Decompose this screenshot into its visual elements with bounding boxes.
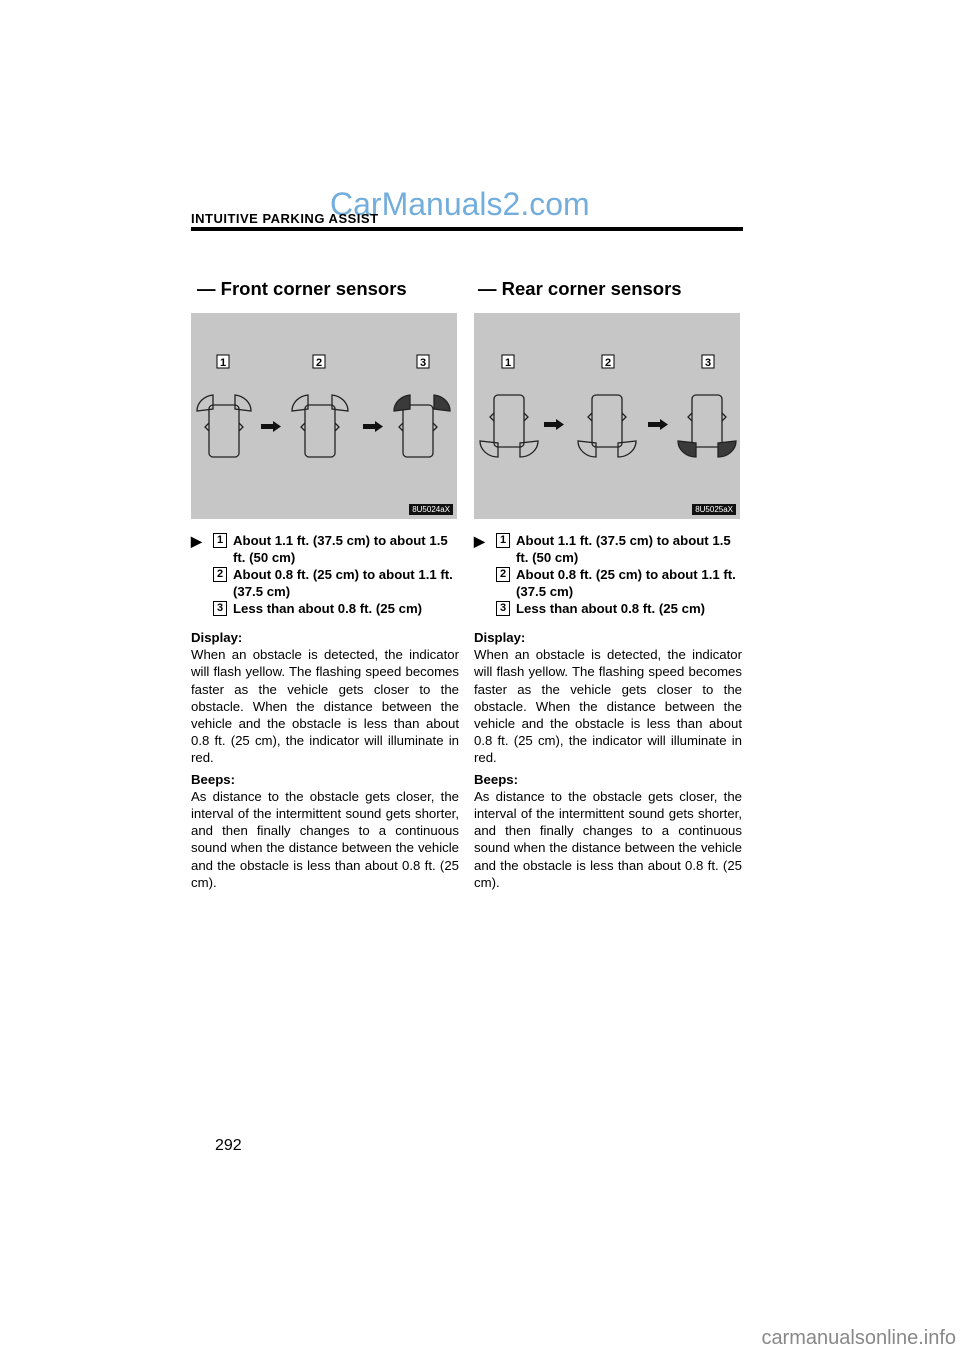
front-car-1 bbox=[197, 395, 251, 457]
range-item bbox=[191, 600, 461, 617]
display-label: Display: bbox=[191, 630, 243, 645]
front-diagram bbox=[191, 313, 457, 519]
pointer-icon: ▶ bbox=[191, 533, 202, 549]
page-number: 292 bbox=[215, 1137, 242, 1154]
front-range-list bbox=[191, 532, 461, 617]
range-item bbox=[191, 566, 461, 600]
arrow-icon bbox=[261, 421, 281, 432]
rear-figure-code: 8U5025aX bbox=[692, 504, 736, 515]
range-number: 2 bbox=[496, 567, 510, 582]
header-rule bbox=[191, 227, 743, 231]
beeps-label: Beeps: bbox=[191, 771, 235, 787]
range-item bbox=[474, 600, 744, 617]
display-paragraph bbox=[474, 629, 742, 767]
marker-3 bbox=[702, 355, 714, 369]
arrow-icon bbox=[648, 419, 668, 430]
beeps-text: As distance to the obstacle gets closer, the interval of the intermittent sound gets shorter, and then finally changes to a continuous sound when the distance between the vehicle and the obstacle is less than about 0.8 ft. (25 cm). bbox=[474, 788, 742, 890]
marker-2 bbox=[313, 355, 325, 369]
beeps-paragraph bbox=[474, 771, 742, 891]
range-number: 3 bbox=[496, 601, 510, 616]
rear-section-title: — Rear corner sensors bbox=[478, 278, 682, 299]
beeps-text: As distance to the obstacle gets closer, the interval of the intermittent sound gets shorter, and then finally changes to a continuous sound when the distance between the vehicle and the obstacle is less than about 0.8 ft. (25 cm). bbox=[191, 788, 459, 890]
rear-marker-3-label: 3 bbox=[705, 357, 712, 369]
rear-figure bbox=[474, 313, 740, 519]
rear-range-list bbox=[474, 532, 744, 617]
rear-marker-1-label: 1 bbox=[505, 357, 512, 369]
marker-3 bbox=[417, 355, 429, 369]
display-paragraph bbox=[191, 629, 459, 767]
arrow-icon bbox=[544, 419, 564, 430]
marker-2 bbox=[602, 355, 614, 369]
rear-marker-2-label: 2 bbox=[605, 357, 612, 369]
beeps-paragraph bbox=[191, 771, 459, 891]
front-body bbox=[191, 629, 459, 895]
front-section-title: — Front corner sensors bbox=[197, 278, 407, 299]
marker-1 bbox=[217, 355, 229, 369]
range-text: Less than about 0.8 ft. (25 cm) bbox=[516, 601, 706, 616]
range-item bbox=[474, 532, 744, 566]
range-text: About 1.1 ft. (37.5 cm) to about 1.5 ft. (50 cm) bbox=[516, 533, 731, 565]
rear-car-3 bbox=[678, 395, 736, 457]
front-figure bbox=[191, 313, 457, 519]
beeps-label: Beeps: bbox=[474, 771, 518, 787]
range-text: About 1.1 ft. (37.5 cm) to about 1.5 ft. (50 cm) bbox=[233, 533, 448, 565]
arrow-icon bbox=[363, 421, 383, 432]
watermark-top: CarManuals2.com bbox=[330, 186, 590, 222]
front-car-2 bbox=[292, 395, 348, 457]
header-title: INTUITIVE PARKING ASSIST bbox=[191, 211, 379, 226]
range-number: 2 bbox=[213, 567, 227, 582]
range-text: Less than about 0.8 ft. (25 cm) bbox=[233, 601, 423, 616]
watermark-bottom: carmanualsonline.info bbox=[761, 1327, 956, 1349]
front-figure-code: 8U5024aX bbox=[409, 504, 453, 515]
front-marker-3-label: 3 bbox=[420, 357, 427, 369]
range-number: 3 bbox=[213, 601, 227, 616]
display-text: When an obstacle is detected, the indicator will flash yellow. The flashing speed becomes faster as the vehicle gets closer to the obstacle. When the distance between the vehicle and the obstacle is less than about 0.8 ft. (25 cm), the indicator will illuminate in red. bbox=[474, 647, 742, 766]
rear-diagram bbox=[474, 313, 740, 519]
display-label: Display: bbox=[474, 630, 526, 645]
range-item bbox=[191, 532, 461, 566]
front-marker-2-label: 2 bbox=[316, 357, 323, 369]
range-number: 1 bbox=[496, 533, 510, 548]
rear-body bbox=[474, 629, 742, 895]
range-text: About 0.8 ft. (25 cm) to about 1.1 ft. (37.5 cm) bbox=[233, 567, 453, 599]
range-number: 1 bbox=[213, 533, 227, 548]
range-item bbox=[474, 566, 744, 600]
rear-car-2 bbox=[578, 395, 636, 457]
display-text: When an obstacle is detected, the indicator will flash yellow. The flashing speed becomes faster as the vehicle gets closer to the obstacle. When the distance between the vehicle and the obstacle is less than about 0.8 ft. (25 cm), the indicator will illuminate in red. bbox=[191, 647, 459, 766]
range-text: About 0.8 ft. (25 cm) to about 1.1 ft. (37.5 cm) bbox=[516, 567, 736, 599]
pointer-icon: ▶ bbox=[474, 533, 485, 549]
rear-car-1 bbox=[480, 395, 538, 457]
front-car-3 bbox=[394, 395, 450, 457]
marker-1 bbox=[502, 355, 514, 369]
front-marker-1-label: 1 bbox=[220, 357, 227, 369]
